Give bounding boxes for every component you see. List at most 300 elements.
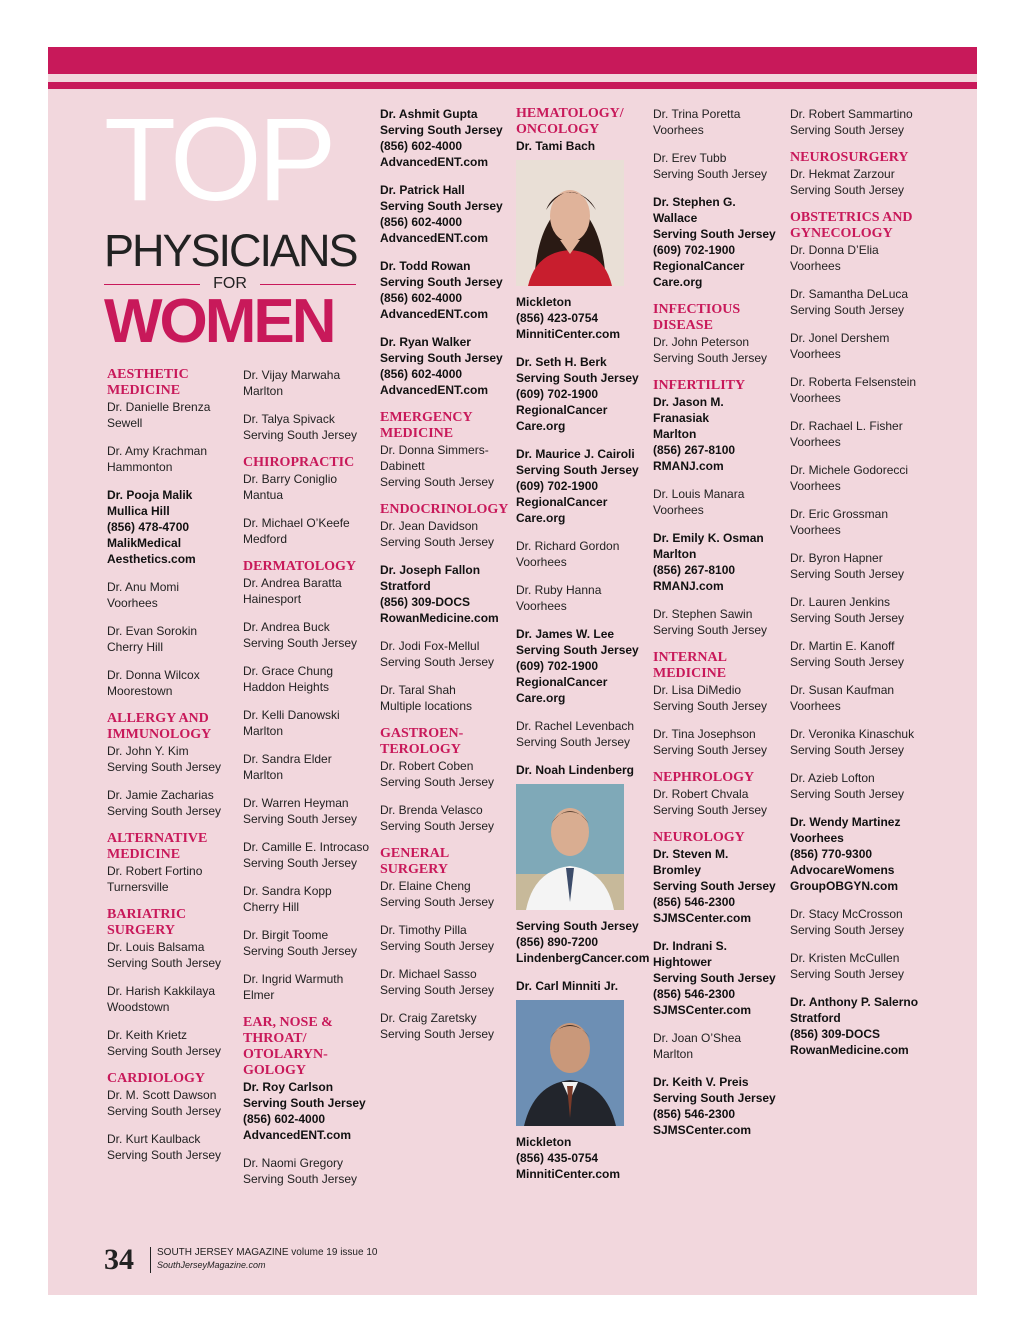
specialty-heading <box>243 559 375 575</box>
specialty-heading <box>107 367 239 399</box>
physician-detail: Serving South Jersey <box>653 971 776 985</box>
physician-name: Dr. Ryan Walker <box>380 335 471 349</box>
specialty-heading <box>380 846 512 878</box>
physician-name: Dr. Sandra Kopp <box>243 884 332 898</box>
physician-name: Dr. Jamie Zacharias <box>107 788 214 802</box>
physician-name: Dr. Vijay Marwaha <box>243 368 341 382</box>
physician-photo <box>516 784 624 910</box>
physician-name: Dr. Roy Carlson <box>243 1080 334 1094</box>
physician-entry <box>790 906 922 938</box>
physician-name: Dr. Jean Davidson <box>380 519 479 533</box>
physician-detail: Voorhees <box>653 123 704 137</box>
physician-detail: (609) 702-1900 <box>516 387 599 401</box>
physician-entry <box>653 394 785 474</box>
physician-name: Dr. Jonel Dershem <box>790 331 890 345</box>
specialty-heading-text: ALLERGY AND IMMUNOLOGY <box>107 711 212 742</box>
physician-name: Dr. Lauren Jenkins <box>790 595 891 609</box>
physician-name: Serving South Jersey <box>516 919 639 933</box>
physician-entry <box>516 446 648 526</box>
physician-detail: (609) 702-1900 <box>516 479 599 493</box>
physician-entry <box>516 582 648 614</box>
physician-detail: Serving South Jersey <box>243 812 358 826</box>
physician-detail: Voorhees <box>790 347 841 361</box>
physician-name: Dr. Lisa DiMedio <box>653 683 742 697</box>
physician-entry <box>790 166 922 198</box>
physician-entry <box>380 518 512 550</box>
specialty-heading <box>107 907 239 939</box>
specialty-heading <box>653 650 785 682</box>
page-footer <box>104 1243 504 1279</box>
physician-detail: Serving South Jersey <box>516 463 639 477</box>
physician-name: Dr. Ruby Hanna <box>516 583 602 597</box>
physician-name: Dr. Kurt Kaulback <box>107 1132 201 1146</box>
physician-entry <box>107 1087 239 1119</box>
physician-name: Dr. Keith V. Preis <box>653 1075 749 1089</box>
physician-entry <box>243 751 375 783</box>
physician-detail: Serving South Jersey <box>516 371 639 385</box>
physician-name: Dr. Birgit Toome <box>243 928 329 942</box>
specialty-heading <box>790 210 922 242</box>
physician-entry <box>380 562 512 626</box>
physician-detail: (856) 770-9300 <box>790 847 873 861</box>
physician-entry <box>790 550 922 582</box>
physician-name: Dr. Barry Coniglio <box>243 472 338 486</box>
physician-detail: Cherry Hill <box>243 900 300 914</box>
physician-name: Dr. Patrick Hall <box>380 183 465 197</box>
physician-name: Dr. Andrea Buck <box>243 620 330 634</box>
physician-detail: (856) 890-7200 <box>516 935 599 949</box>
physician-detail: (856) 478-4700 <box>107 520 190 534</box>
physician-detail[interactable]: AdvancedENT.com <box>380 307 489 321</box>
physician-entry <box>653 1074 785 1138</box>
physician-detail[interactable]: AdvancedENT.com <box>380 155 489 169</box>
physician-detail: Sewell <box>107 416 143 430</box>
physician-name: Dr. Stephen Sawin <box>653 607 753 621</box>
physician-detail: Voorhees <box>790 699 841 713</box>
physician-detail: (856) 602-4000 <box>380 139 463 153</box>
physician-detail: RegionalCancer <box>516 403 608 417</box>
physician-detail: (856) 546-2300 <box>653 987 736 1001</box>
physician-entry <box>790 994 922 1058</box>
physician-detail: RegionalCancer <box>516 495 608 509</box>
directory-column-4 <box>516 106 648 1194</box>
physician-entry <box>516 762 648 910</box>
physician-entry <box>107 983 239 1015</box>
physician-name: Dr. Veronika Kinaschuk <box>790 727 915 741</box>
physician-detail: Serving South Jersey <box>380 275 503 289</box>
physician-name: Dr. Robert Fortino <box>107 864 203 878</box>
physician-detail: Hainesport <box>243 592 302 606</box>
physician-name: Dr. Eric Grossman <box>790 507 889 521</box>
physician-detail[interactable]: Care.org <box>516 691 566 705</box>
physician-detail: (609) 702-1900 <box>516 659 599 673</box>
physician-name: Dr. Jodi Fox-Mellul <box>380 639 480 653</box>
physician-detail: Stratford <box>790 1011 841 1025</box>
physician-entry <box>243 883 375 915</box>
physician-name: Dr. Richard Gordon <box>516 539 620 553</box>
specialty-heading-text: DERMATOLOGY <box>243 559 357 574</box>
physician-detail: Voorhees <box>790 523 841 537</box>
physician-entry <box>243 515 375 547</box>
physician-name: Dr. Robert Coben <box>380 759 474 773</box>
specialty-heading <box>380 410 512 442</box>
physician-detail[interactable]: GroupOBGYN.com <box>790 879 899 893</box>
physician-detail: (856) 602-4000 <box>243 1112 326 1126</box>
physician-entry <box>653 106 785 138</box>
physician-entry <box>516 138 648 286</box>
physician-entry <box>243 411 375 443</box>
specialty-heading <box>243 1015 375 1079</box>
physician-name: Dr. Rachael L. Fisher <box>790 419 903 433</box>
physician-detail: Voorhees <box>790 391 841 405</box>
physician-entry <box>790 594 922 626</box>
physician-detail: (856) 435-0754 <box>516 1151 599 1165</box>
physician-detail: Serving South Jersey <box>243 636 358 650</box>
physician-entry <box>380 682 512 714</box>
physician-name: Dr. Anthony P. Salerno <box>790 995 919 1009</box>
specialty-heading <box>380 726 512 758</box>
physician-detail: Serving South Jersey <box>653 351 768 365</box>
directory-column-1 <box>107 367 239 1175</box>
specialty-heading-text: OBSTETRICS AND GYNECOLOGY <box>790 210 913 241</box>
physician-detail: Voorhees <box>790 259 841 273</box>
physician-name: Dr. Sandra Elder <box>243 752 332 766</box>
physician-detail: (856) 267-8100 <box>653 563 736 577</box>
specialty-heading-text: AESTHETIC MEDICINE <box>107 367 189 398</box>
physician-name: Dr. Taral Shah <box>380 683 456 697</box>
physician-name: Dr. Craig Zaretsky <box>380 1011 477 1025</box>
physician-name: Dr. Kelli Danowski <box>243 708 340 722</box>
physician-entry <box>380 106 512 170</box>
physician-entry <box>516 1134 648 1182</box>
specialty-heading-text: CARDIOLOGY <box>107 1071 206 1086</box>
physician-detail: Serving South Jersey <box>380 775 495 789</box>
physician-detail[interactable]: RMANJ.com <box>653 459 724 473</box>
physician-entry <box>107 667 239 699</box>
physician-detail[interactable]: MinnitiCenter.com <box>516 1167 621 1181</box>
physician-name: Dr. Michele Godorecci <box>790 463 909 477</box>
physician-name: Dr. Tina Josephson <box>653 727 756 741</box>
specialty-heading-text: ALTERNATIVE MEDICINE <box>107 831 208 862</box>
physician-name: Dr. Naomi Gregory <box>243 1156 344 1170</box>
physician-detail[interactable]: LindenbergCancer.com <box>516 951 650 965</box>
physician-entry <box>107 487 239 567</box>
physician-entry <box>380 758 512 790</box>
page-number: 34 <box>104 1243 134 1276</box>
physician-detail: Elmer <box>243 988 275 1002</box>
physician-entry <box>380 334 512 398</box>
top-color-band <box>48 47 977 74</box>
physician-detail: Haddon Heights <box>243 680 330 694</box>
physician-detail: Marlton <box>243 768 284 782</box>
physician-detail: Voorhees <box>107 596 158 610</box>
physician-name: Dr. Andrea Baratta <box>243 576 342 590</box>
physician-detail: Serving South Jersey <box>653 1091 776 1105</box>
physician-detail: Serving South Jersey <box>653 743 768 757</box>
physician-detail: Wallace <box>653 211 698 225</box>
physician-name: Dr. Jason M. <box>653 395 724 409</box>
physician-entry <box>790 770 922 802</box>
physician-detail: Serving South Jersey <box>653 623 768 637</box>
physician-detail: Turnersville <box>107 880 169 894</box>
physician-entry <box>516 978 648 1126</box>
physician-name: Dr. Martin E. Kanoff <box>790 639 895 653</box>
physician-detail: Marlton <box>653 1047 694 1061</box>
physician-detail: Serving South Jersey <box>790 787 905 801</box>
physician-entry <box>243 927 375 959</box>
physician-detail[interactable]: Care.org <box>653 275 703 289</box>
physician-entry <box>516 294 648 342</box>
heading-rule-right <box>260 284 356 285</box>
physician-name: Dr. Roberta Felsenstein <box>790 375 917 389</box>
physician-detail: (856) 309-DOCS <box>380 595 471 609</box>
physician-detail[interactable]: Care.org <box>516 511 566 525</box>
physician-photo <box>516 1000 624 1126</box>
physician-detail: Hightower <box>653 955 712 969</box>
physician-entry <box>516 626 648 706</box>
physician-name: Dr. Susan Kaufman <box>790 683 895 697</box>
physician-detail[interactable]: SJMSCenter.com <box>653 1123 752 1137</box>
heading-top: TOP <box>104 94 333 226</box>
physician-detail[interactable]: AdvancedENT.com <box>243 1128 352 1142</box>
physician-entry <box>790 106 922 138</box>
directory-column-5 <box>653 106 785 1150</box>
physician-detail: Serving South Jersey <box>790 567 905 581</box>
directory-column-2 <box>243 367 375 1199</box>
specialty-heading-text: INFERTILITY <box>653 378 746 393</box>
physician-name: Dr. John Y. Kim <box>107 744 189 758</box>
physician-detail[interactable]: SJMSCenter.com <box>653 911 752 925</box>
physician-entry <box>790 506 922 538</box>
specialty-heading <box>653 830 785 846</box>
physician-detail: Cherry Hill <box>107 640 164 654</box>
physician-detail: Serving South Jersey <box>790 655 905 669</box>
physician-entry <box>243 839 375 871</box>
physician-detail: Bromley <box>653 863 702 877</box>
physician-detail: Serving South Jersey <box>380 819 495 833</box>
physician-entry <box>653 786 785 818</box>
physician-name: Dr. Talya Spivack <box>243 412 335 426</box>
physician-name: Dr. Emily K. Osman <box>653 531 764 545</box>
physician-entry <box>243 367 375 399</box>
specialty-heading-text: NEUROSURGERY <box>790 150 909 165</box>
physician-entry <box>790 726 922 758</box>
physician-name: Dr. Indrani S. <box>653 939 728 953</box>
physician-entry <box>653 846 785 926</box>
physician-entry <box>653 334 785 366</box>
physician-detail: Mullica Hill <box>107 504 170 518</box>
physician-name: Dr. Donna D’Elia <box>790 243 879 257</box>
physician-detail: AdvocareWomens <box>790 863 895 877</box>
physician-entry <box>380 802 512 834</box>
physician-entry <box>243 1079 375 1143</box>
physician-detail: Dabinett <box>380 459 425 473</box>
physician-name: Dr. Samantha DeLuca <box>790 287 909 301</box>
physician-name: Dr. Carl Minniti Jr. <box>516 979 619 993</box>
footer-divider <box>150 1247 151 1273</box>
physician-detail: Serving South Jersey <box>653 227 776 241</box>
physician-detail: Serving South Jersey <box>380 475 495 489</box>
specialty-heading-text: INFECTIOUS DISEASE <box>653 302 741 333</box>
specialty-heading-text: GENERAL SURGERY <box>380 846 449 877</box>
physician-detail[interactable]: AdvancedENT.com <box>380 231 489 245</box>
physician-entry <box>653 682 785 714</box>
physician-detail: Serving South Jersey <box>790 923 905 937</box>
physician-entry <box>653 194 785 290</box>
physician-detail: Voorhees <box>653 503 704 517</box>
physician-detail: Serving South Jersey <box>107 760 222 774</box>
physician-photo <box>516 160 624 286</box>
physician-name: Dr. Kristen McCullen <box>790 951 900 965</box>
physician-name: Dr. Donna Wilcox <box>107 668 200 682</box>
physician-name: Dr. Louis Balsama <box>107 940 205 954</box>
physician-detail: Serving South Jersey <box>380 199 503 213</box>
physician-detail: Serving South Jersey <box>243 1172 358 1186</box>
physician-entry <box>790 374 922 406</box>
physician-entry <box>380 442 512 490</box>
physician-name: Dr. Warren Heyman <box>243 796 349 810</box>
physician-name: Dr. Camille E. Introcaso <box>243 840 370 854</box>
physician-entry <box>790 330 922 362</box>
physician-detail: Serving South Jersey <box>653 699 768 713</box>
physician-detail: Serving South Jersey <box>380 1027 495 1041</box>
physician-detail[interactable]: Aesthetics.com <box>107 552 196 566</box>
physician-entry <box>243 575 375 607</box>
specialty-heading-text: NEUROLOGY <box>653 830 745 845</box>
physician-detail: Serving South Jersey <box>107 1148 222 1162</box>
physician-entry <box>107 579 239 611</box>
physician-detail: (856) 267-8100 <box>653 443 736 457</box>
physician-entry <box>653 486 785 518</box>
specialty-heading-text: NEPHROLOGY <box>653 770 755 785</box>
physician-detail: Serving South Jersey <box>380 983 495 997</box>
physician-name: Dr. Tami Bach <box>516 139 596 153</box>
physician-detail: Serving South Jersey <box>380 655 495 669</box>
physician-entry <box>380 878 512 910</box>
physician-detail[interactable]: Care.org <box>516 419 566 433</box>
physician-detail: Serving South Jersey <box>380 535 495 549</box>
physician-detail[interactable]: SJMSCenter.com <box>653 1003 752 1017</box>
thin-color-band <box>48 82 977 89</box>
physician-name: Dr. Joan O’Shea <box>653 1031 742 1045</box>
physician-entry <box>790 286 922 318</box>
physician-detail: Voorhees <box>516 555 567 569</box>
physician-detail: Voorhees <box>790 479 841 493</box>
physician-entry <box>653 530 785 594</box>
physician-detail: Serving South Jersey <box>790 967 905 981</box>
physician-detail: Serving South Jersey <box>516 643 639 657</box>
physician-entry <box>243 619 375 651</box>
physician-entry <box>107 863 239 895</box>
specialty-heading-text: HEMATOLOGY/ ONCOLOGY <box>516 106 624 137</box>
physician-detail: Franasiak <box>653 411 710 425</box>
physician-name: Dr. Donna Simmers- <box>380 443 489 457</box>
physician-entry <box>380 258 512 322</box>
physician-detail: RegionalCancer <box>653 259 745 273</box>
physician-name: Dr. Amy Krachman <box>107 444 208 458</box>
physician-name: Dr. Elaine Cheng <box>380 879 471 893</box>
physician-name: Mickleton <box>516 1135 572 1149</box>
physician-detail[interactable]: RowanMedicine.com <box>790 1043 909 1057</box>
physician-name: Dr. Steven M. <box>653 847 729 861</box>
portrait-photo <box>516 784 624 910</box>
physician-name: Dr. Evan Sorokin <box>107 624 198 638</box>
physician-name: Dr. Michael Sasso <box>380 967 477 981</box>
physician-entry <box>107 443 239 475</box>
physician-name: Dr. Grace Chung <box>243 664 334 678</box>
physician-entry <box>653 606 785 638</box>
physician-detail: Serving South Jersey <box>790 743 905 757</box>
physician-entry <box>107 623 239 655</box>
specialty-heading-text: INTERNAL MEDICINE <box>653 650 727 681</box>
physician-detail: Serving South Jersey <box>107 1044 222 1058</box>
physician-name: Dr. Hekmat Zarzour <box>790 167 895 181</box>
physician-detail: Voorhees <box>516 599 567 613</box>
physician-detail: Hammonton <box>107 460 173 474</box>
physician-name: Dr. Ingrid Warmuth <box>243 972 344 986</box>
physician-entry <box>243 1155 375 1187</box>
physician-detail: (609) 702-1900 <box>653 243 736 257</box>
physician-detail: Serving South Jersey <box>107 956 222 970</box>
physician-entry <box>380 1010 512 1042</box>
physician-detail[interactable]: MinnitiCenter.com <box>516 327 621 341</box>
physician-detail: Serving South Jersey <box>653 879 776 893</box>
physician-name: Dr. Brenda Velasco <box>380 803 483 817</box>
magazine-page <box>48 47 977 1295</box>
website-link[interactable]: SouthJerseyMagazine.com <box>157 1260 266 1270</box>
specialty-heading-text: EAR, NOSE & THROAT/ OTOLARYN- GOLOGY <box>243 1015 333 1078</box>
physician-name: Dr. Trina Poretta <box>653 107 741 121</box>
physician-detail: Multiple locations <box>380 699 473 713</box>
physician-detail: Marlton <box>653 547 697 561</box>
physician-name: Dr. Noah Lindenberg <box>516 763 635 777</box>
physician-detail: Mantua <box>243 488 284 502</box>
physician-entry <box>790 418 922 450</box>
specialty-heading <box>653 302 785 334</box>
heading-rule-left <box>104 284 200 285</box>
physician-name: Mickleton <box>516 295 572 309</box>
physician-detail[interactable]: AdvancedENT.com <box>380 383 489 397</box>
physician-detail: Serving South Jersey <box>243 856 358 870</box>
physician-entry <box>380 182 512 246</box>
physician-name: Dr. Louis Manara <box>653 487 745 501</box>
physician-name: Dr. Michael O’Keefe <box>243 516 350 530</box>
physician-entry <box>790 638 922 670</box>
physician-name: Dr. Pooja Malik <box>107 488 193 502</box>
physician-name: Dr. Stacy McCrosson <box>790 907 903 921</box>
physician-detail: Woodstown <box>107 1000 170 1014</box>
physician-name: Dr. Harish Kakkilaya <box>107 984 216 998</box>
portrait-photo <box>516 160 624 286</box>
physician-entry <box>516 718 648 750</box>
specialty-heading-text: BARIATRIC SURGERY <box>107 907 187 938</box>
physician-entry <box>380 638 512 670</box>
physician-entry <box>243 971 375 1003</box>
heading-women: WOMEN <box>104 287 334 356</box>
physician-name: Dr. Ashmit Gupta <box>380 107 478 121</box>
physician-entry <box>790 682 922 714</box>
physician-detail: (856) 546-2300 <box>653 1107 736 1121</box>
specialty-heading <box>107 711 239 743</box>
physician-detail[interactable]: RMANJ.com <box>653 579 724 593</box>
physician-detail[interactable]: RowanMedicine.com <box>380 611 499 625</box>
heading-physicians: PHYSICIANS <box>104 225 357 276</box>
physician-detail: Serving South Jersey <box>653 803 768 817</box>
specialty-heading <box>790 150 922 166</box>
physician-entry <box>653 150 785 182</box>
physician-detail: (856) 423-0754 <box>516 311 599 325</box>
physician-name: Dr. Robert Chvala <box>653 787 749 801</box>
